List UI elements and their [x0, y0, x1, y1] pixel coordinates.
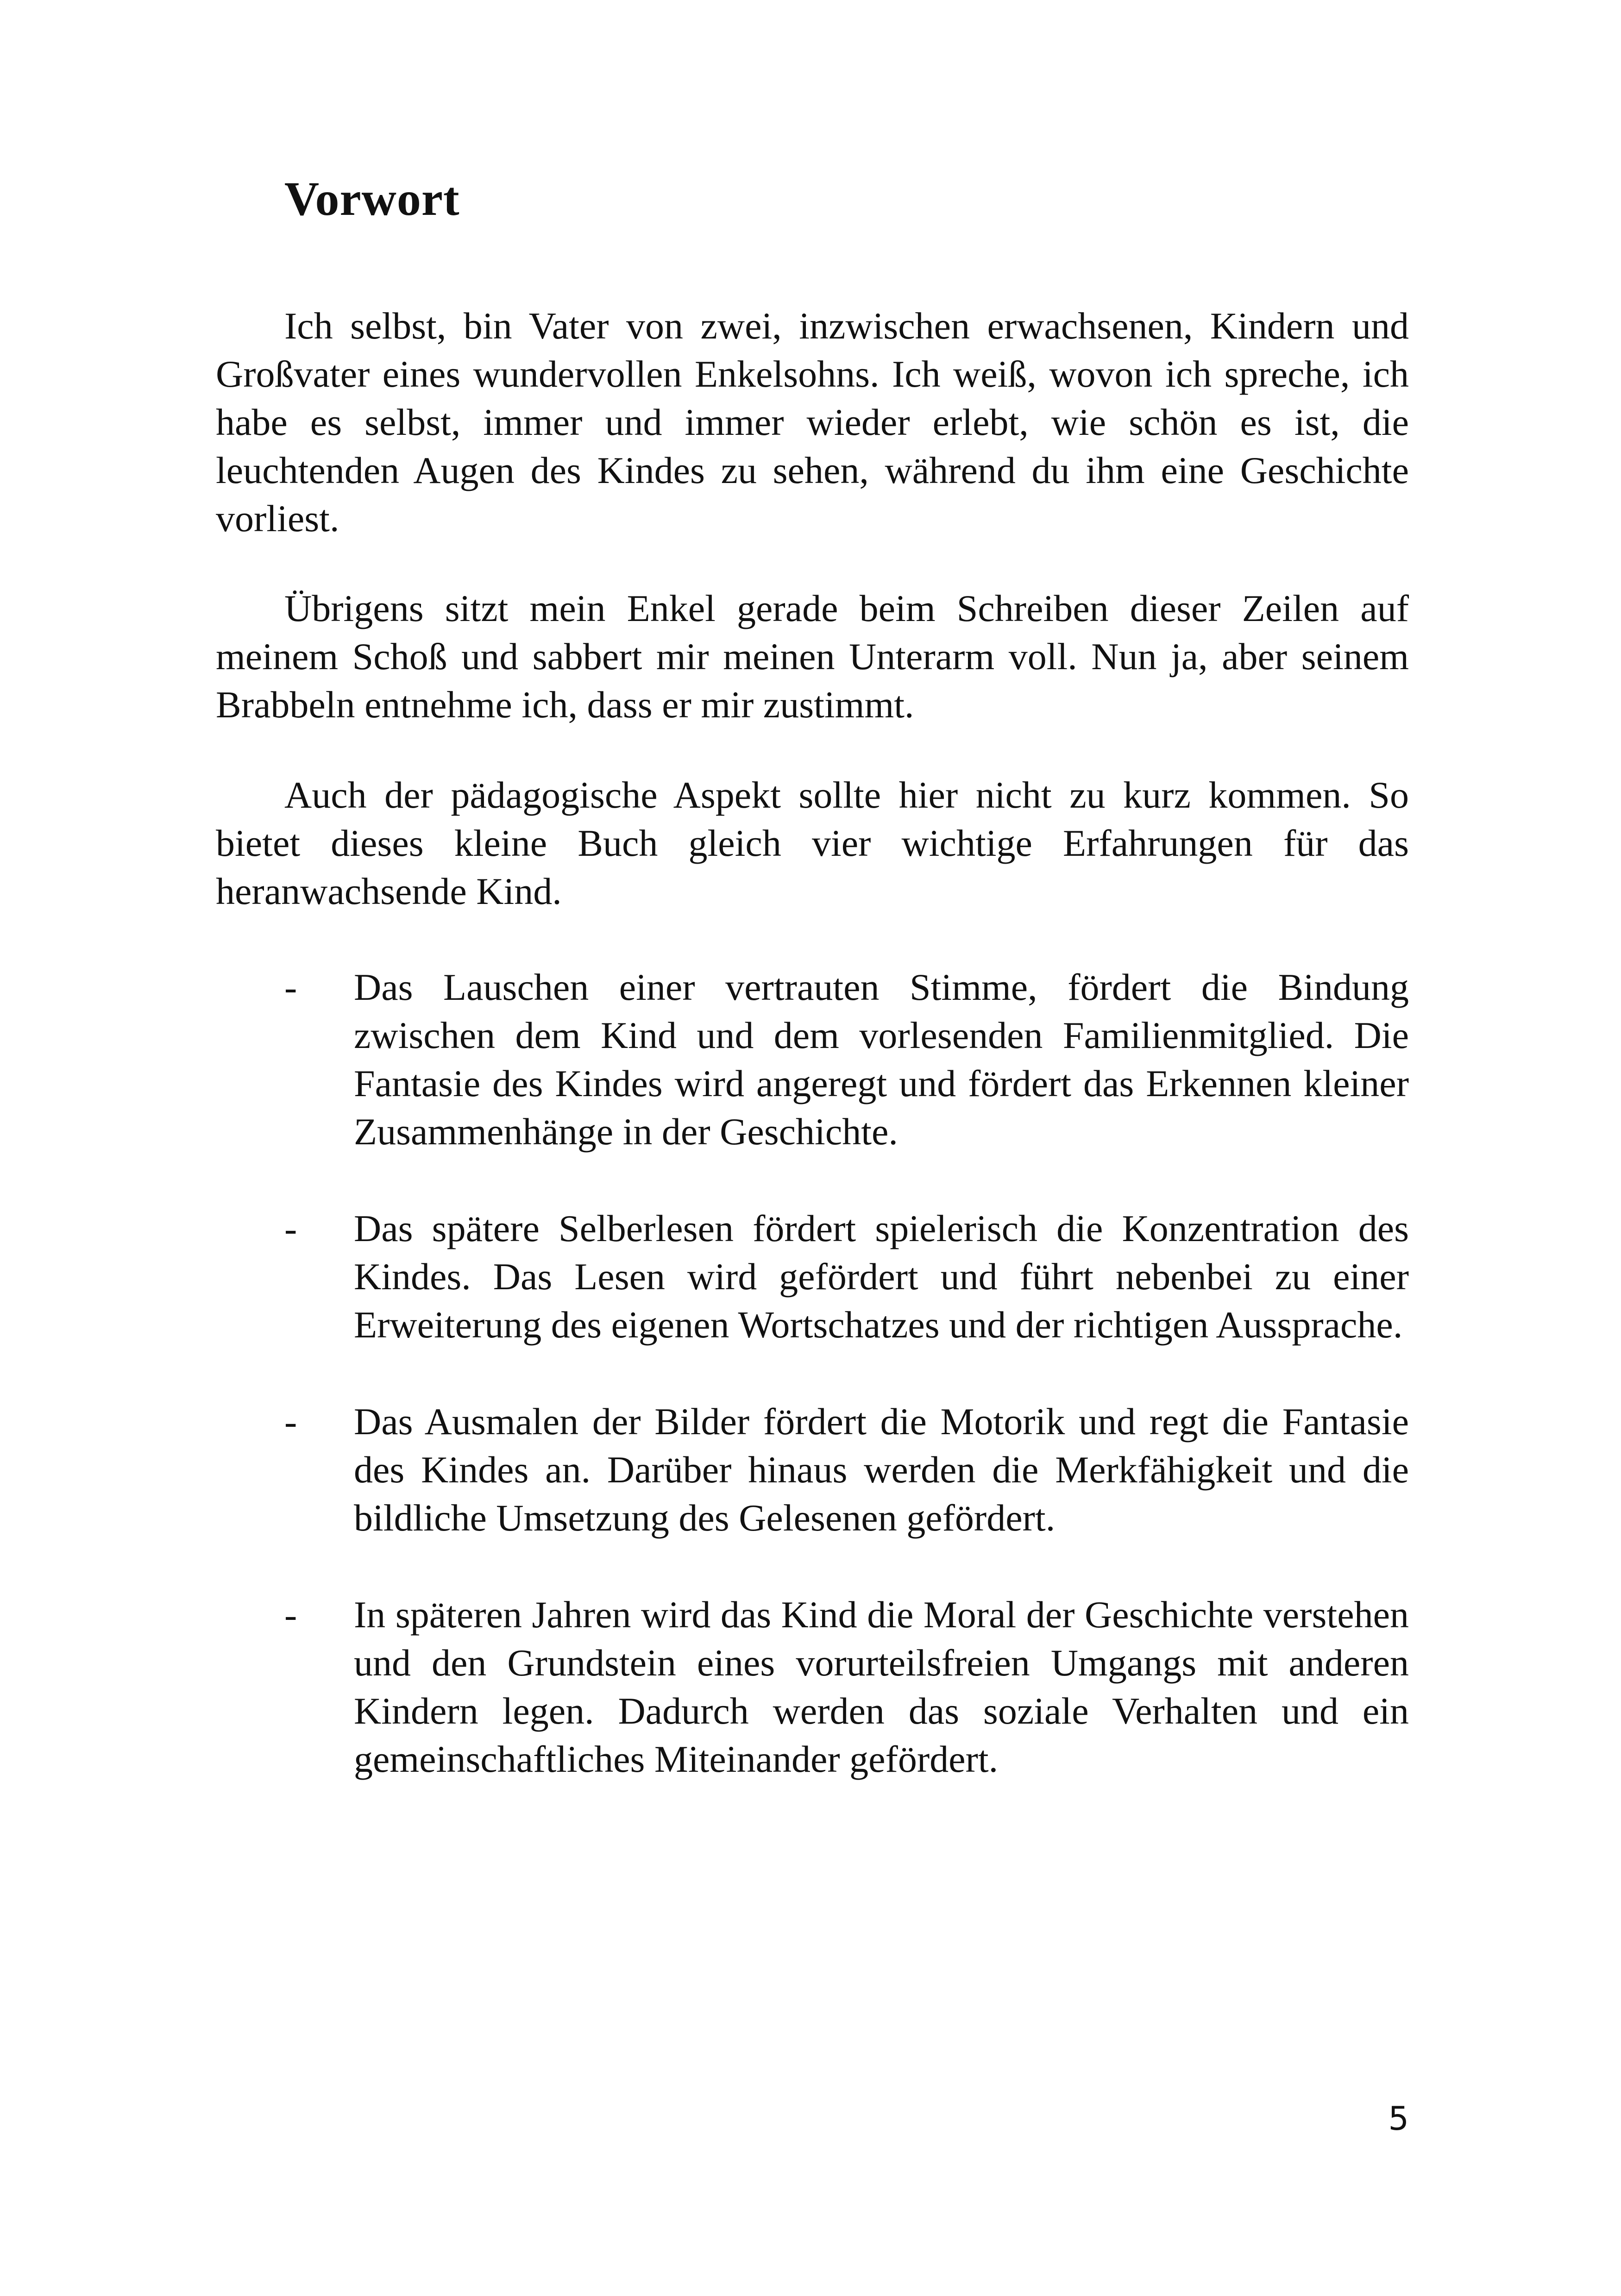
bullet-dash: - [284, 1207, 297, 1249]
list-item-text: In späteren Jahren wird das Kind die Moral der Geschichte verstehen und den Grundstein eines vorurteilsfreien Umgangs mit anderen Kindern legen. Dadurch werden das soziale Verhalten und ein gemeinschaftliches Miteinander gefördert. [354, 1593, 1409, 1780]
list-item [216, 1204, 1409, 1349]
paragraph-grandson: Übrigens sitzt mein Enkel gerade beim Schreiben dieser Zeilen auf meinem Schoß und sabbert mir meinen Unterarm voll. Nun ja, aber seinem Brabbeln entnehme ich, dass er mir zustimmt. [216, 587, 1409, 726]
list-item [216, 1398, 1409, 1542]
page-title: Vorwort [284, 172, 460, 226]
page-number: 5 [1388, 2100, 1409, 2138]
bullet-dash: - [284, 1400, 297, 1443]
list-item [216, 963, 1409, 1156]
list-item-text: Das Lauschen einer vertrauten Stimme, fördert die Bindung zwischen dem Kind und dem vorlesenden Familienmitglied. Die Fantasie des Kindes wird angeregt und fördert das Erkennen kleiner Zusammenhänge in der Geschichte. [354, 966, 1409, 1153]
list-item-text: Das spätere Selberlesen fördert spielerisch die Konzentration des Kindes. Das Lesen wird gefördert und führt nebenbei zu einer Erweiterung des eigenen Wortschatzes und der richtigen Aussprache. [354, 1207, 1409, 1346]
list-item-text: Das Ausmalen der Bilder fördert die Motorik und regt die Fantasie des Kindes an. Darüber hinaus werden die Merkfähigkeit und die bildliche Umsetzung des Gelesenen gefördert. [354, 1400, 1409, 1539]
benefits-list [216, 963, 1409, 1832]
paragraph-pedagogy: Auch der pädagogische Aspekt sollte hier nicht zu kurz kommen. So bietet dieses kleine Buch gleich vier wichtige Erfahrungen für das heranwachsende Kind. [216, 774, 1409, 912]
bullet-dash: - [284, 1593, 297, 1636]
paragraph-intro: Ich selbst, bin Vater von zwei, inzwischen erwachsenen, Kindern und Großvater eines wundervollen Enkelsohns. Ich weiß, wovon ich spreche, ich habe es selbst, immer und immer wieder erlebt, wie schön es ist, die leuchtenden Augen des Kindes zu sehen, während du ihm eine Geschichte vorliest. [216, 305, 1409, 539]
list-item [216, 1591, 1409, 1783]
bullet-dash: - [284, 966, 297, 1008]
